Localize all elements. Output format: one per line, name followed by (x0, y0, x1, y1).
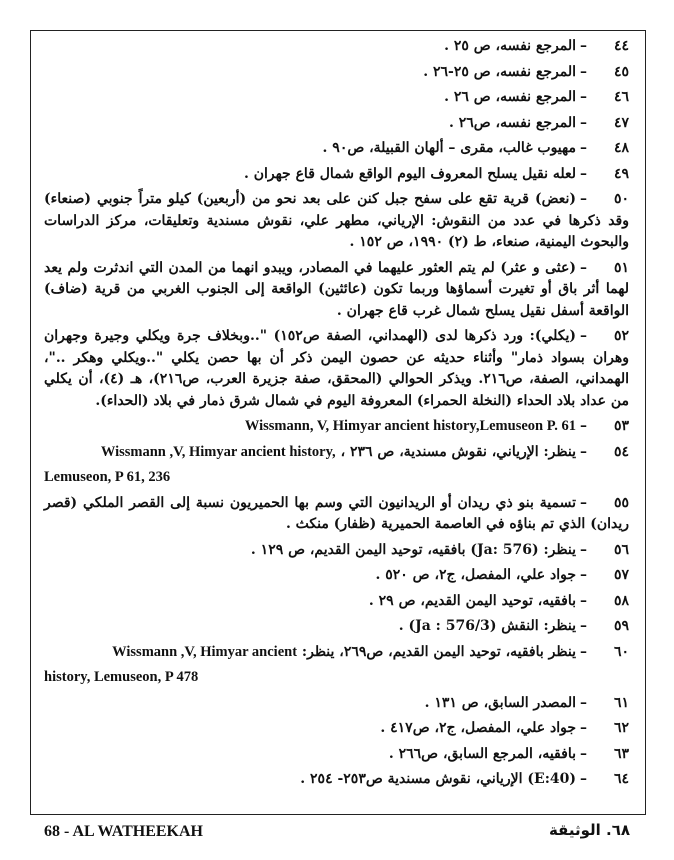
footnote-number: ٥١ (613, 259, 629, 276)
footnotes-list (44, 36, 629, 795)
footnote-61: ٦١–المصدر السابق، ص ١٣١ . (44, 693, 629, 715)
footnote-text: المرجع نفسه، ص ٢٥ . (444, 38, 576, 54)
footnote-number: ٤٥ (613, 63, 629, 80)
footnote-text: بافقيه، المرجع السابق، ص٢٦٦ . (388, 745, 576, 762)
footnote-number: ٥٠ (613, 191, 629, 207)
footnote-text: جواد علي، المفصل، ج٢، ص ٥٢٠ . (375, 567, 576, 583)
footnote-text: (يكلي): ورد ذكرها لدى (الهمداني، الصفة ص١٥٢) "..وبخلاف جرة ويكلي وجيرة وجهران وهران بسواد ذمار" وأثناء حديثه عن حصون اليمن ذكر أن بها حصن يكلي "..ويكلي وهكر .."، الهمداني، الصفة، ص٢١٦. ويذكر الحوالي (المحقق، صفة جزيرة العرب، ص٢١٦)، هـ (٤)، أن يكلي من عداد بلاد الحداء (النخلة الحمراء) المعروفة اليوم في شمال شرق ذمار في بلاد (الحداء). (44, 328, 629, 409)
footnote-text: ينظر: (Ja: 576) بافقيه، توحيد اليمن القديم، ص ١٢٩ . (250, 541, 576, 558)
footnote-text: لعله نقيل يسلح المعروف اليوم الواقع شمال قاع جهران . (243, 165, 576, 182)
footnote-54: ٥٤–ينظر: الإرياني، نقوش مسندية، ص ٢٣٦ ، Wissmann ,V, Himyar ancient history, (44, 442, 629, 464)
footnote-48: ٤٨–مهيوب غالب، مقرى – ألهان القبيلة، ص٩٠ . (44, 138, 629, 160)
footnote-53: ٥٣–Wissmann, V, Himyar ancient history,Lemuseon P. 61 (44, 416, 629, 438)
footnote-latin-text: Wissmann ,V, Himyar ancient (112, 643, 298, 660)
footnote-56: ٥٦–ينظر: (Ja: 576) بافقيه، توحيد اليمن القديم، ص ١٢٩ . (44, 540, 629, 562)
footnote-number: ٤٩ (613, 165, 629, 182)
footnote-55: ٥٥–تسمية بنو ذي ريدان أو الريدانيون التي وسم بها الحميريون نسبة إلى القصر الملكي (قصر ريدان) الذي تم بناؤه في العاصمة الحميرية (ظفار) منكث . (44, 494, 629, 532)
footnote-number: ٥٤ (613, 443, 629, 460)
footnote-text: (نعض) قرية تقع على سفح جبل كنن على بعد نحو من (أربعين) كيلو متراً جنوبي (صنعاء) وقد ذكرها في عدد من النقوش: الإرياني، مطهر علي، نقوش مسندية وتعليقات، مركز الدراسات والبحوث اليمنية، صنعاء، ط (٢) ١٩٩٠، ص ١٥٢ . (44, 191, 629, 250)
footnote-57: ٥٧–جواد علي، المفصل، ج٢، ص ٥٢٠ . (44, 565, 629, 587)
footnote-46: ٤٦–المرجع نفسه، ص ٢٦ . (44, 87, 629, 109)
footnote-text: جواد علي، المفصل، ج٢، ص٤١٧ . (380, 720, 576, 736)
footnote-64: ٦٤–(E:40) الإرياني، نقوش مسندية ص٢٥٣- ٢٥٤ . (44, 769, 629, 791)
footnote-text: بافقيه، توحيد اليمن القديم، ص ٢٩ . (368, 592, 576, 609)
footnote-text: مهيوب غالب، مقرى – ألهان القبيلة، ص٩٠ . (322, 140, 576, 156)
footnote-50: ٥٠–(نعض) قرية تقع على سفح جبل كنن على بعد نحو من (أربعين) كيلو متراً جنوبي (صنعاء) وقد ذكرها في عدد من النقوش: الإرياني، مطهر علي، نقوش مسندية وتعليقات، مركز الدراسات والبحوث اليمنية، صنعاء، ط (٢) ١٩٩٠، ص ١٥٢ . (44, 191, 629, 250)
footnote-number: ٥٦ (613, 541, 629, 558)
footnote-number: ٥٢ (613, 328, 629, 344)
footnote-text: تسمية بنو ذي ريدان أو الريدانيون التي وسم بها الحميريون نسبة إلى القصر الملكي (قصر ريدان) الذي تم بناؤه في العاصمة الحميرية (ظفار) منكث . (44, 494, 629, 532)
footnote-number: ٦٠ (613, 643, 629, 660)
footnote-58: ٥٨–بافقيه، توحيد اليمن القديم، ص ٢٩ . (44, 591, 629, 613)
footnote-number: ٥٥ (613, 494, 629, 511)
page-footer-english: 68 - AL WATHEEKAH (44, 823, 203, 840)
footnote-text: ينظر: النقش (Ja : 576/3) . (398, 618, 576, 634)
footnote-number: ٦٢ (613, 720, 629, 736)
footnote-number: ٤٨ (613, 140, 629, 156)
footnote-text: المرجع نفسه، ص ٢٦ . (444, 89, 576, 105)
footnote-number: ٦٤ (613, 771, 629, 787)
footnote-52: ٥٢–(يكلي): ورد ذكرها لدى (الهمداني، الصفة ص١٥٢) "..وبخلاف جرة ويكلي وجيرة وجهران وهران بسواد ذمار" وأثناء حديثه عن حصون اليمن ذكر أن بها حصن يكلي "..ويكلي وهكر .."، الهمداني، الصفة، ص٢١٦. ويذكر الحوالي (المحقق، صفة جزيرة العرب، ص٢١٦)، هـ (٤)، أن يكلي من عداد بلاد الحداء (النخلة الحمراء) المعروفة اليوم في شمال شرق ذمار في بلاد (الحداء). (44, 328, 629, 409)
footnote-59: ٥٩–ينظر: النقش (Ja : 576/3) . (44, 616, 629, 638)
footnote-54-continuation (44, 467, 629, 489)
footnote-number: ٦١ (613, 694, 629, 711)
footnote-text: المصدر السابق، ص ١٣١ . (424, 694, 576, 711)
footnote-number: ٥٩ (613, 618, 629, 634)
footnote-text: المرجع نفسه، ص٢٦ . (448, 114, 576, 131)
footnote-text: (عثى و عثر) لم يتم العثور عليهما في المصادر، ويبدو انهما من المدن التي اندثرت ولم يعد لهما أثر باق أو تغيرت أسماؤها وربما تكون (عائثين) الواقعة إلى الجنوب الغربي من قرية (ضاف) الواقعة أسفل نقيل يسلح شمال غرب قاع جهران . (44, 259, 629, 319)
footnote-latin-text: Wissmann ,V, Himyar ancient history, (100, 443, 336, 460)
footnote-63: ٦٣–بافقيه، المرجع السابق، ص٢٦٦ . (44, 744, 629, 766)
footnote-49: ٤٩–لعله نقيل يسلح المعروف اليوم الواقع شمال قاع جهران . (44, 164, 629, 186)
footnote-text: (E:40) الإرياني، نقوش مسندية ص٢٥٣- ٢٥٤ . (300, 771, 576, 787)
footnote-number: ٤٦ (613, 89, 629, 105)
footnote-47: ٤٧–المرجع نفسه، ص٢٦ . (44, 113, 629, 135)
footnote-44: ٤٤–المرجع نفسه، ص ٢٥ . (44, 36, 629, 58)
footnote-62: ٦٢–جواد علي، المفصل، ج٢، ص٤١٧ . (44, 718, 629, 740)
footnote-number: ٤٧ (613, 114, 629, 131)
footnote-51: ٥١–(عثى و عثر) لم يتم العثور عليهما في المصادر، ويبدو انهما من المدن التي اندثرت ولم يعد لهما أثر باق أو تغيرت أسماؤها وربما تكون (عائثين) الواقعة إلى الجنوب الغربي من قرية (ضاف) الواقعة أسفل نقيل يسلح شمال غرب قاع جهران . (44, 259, 629, 319)
footnote-latin-text-2: history, Lemuseon, P 478 (44, 669, 199, 685)
footnote-text: ينظر بافقيه، توحيد اليمن القديم، ص٢٦٩، ينظر: (301, 643, 576, 660)
footnote-latin-text-2: Lemuseon, P 61, 236 (44, 469, 171, 485)
footnote-60: ٦٠–ينظر بافقيه، توحيد اليمن القديم، ص٢٦٩، ينظر: Wissmann ,V, Himyar ancient (44, 642, 629, 664)
footnote-number: ٤٤ (613, 38, 629, 54)
footnote-text: المرجع نفسه، ص ٢٥-٢٦ . (423, 63, 576, 80)
footnote-latin-text: Wissmann, V, Himyar ancient history,Lemuseon P. 61 (244, 418, 576, 434)
footnote-number: ٥٨ (613, 592, 629, 609)
footnote-number: ٦٣ (613, 745, 629, 762)
footnote-number: ٥٣ (613, 418, 629, 434)
footnote-60-continuation (44, 667, 629, 689)
footnote-number: ٥٧ (613, 567, 629, 583)
footnote-text: ينظر: الإرياني، نقوش مسندية، ص ٢٣٦ ، (340, 443, 576, 460)
page-footer-arabic: ٦٨. الوثيقة (548, 821, 630, 839)
footnote-45: ٤٥–المرجع نفسه، ص ٢٥-٢٦ . (44, 62, 629, 84)
